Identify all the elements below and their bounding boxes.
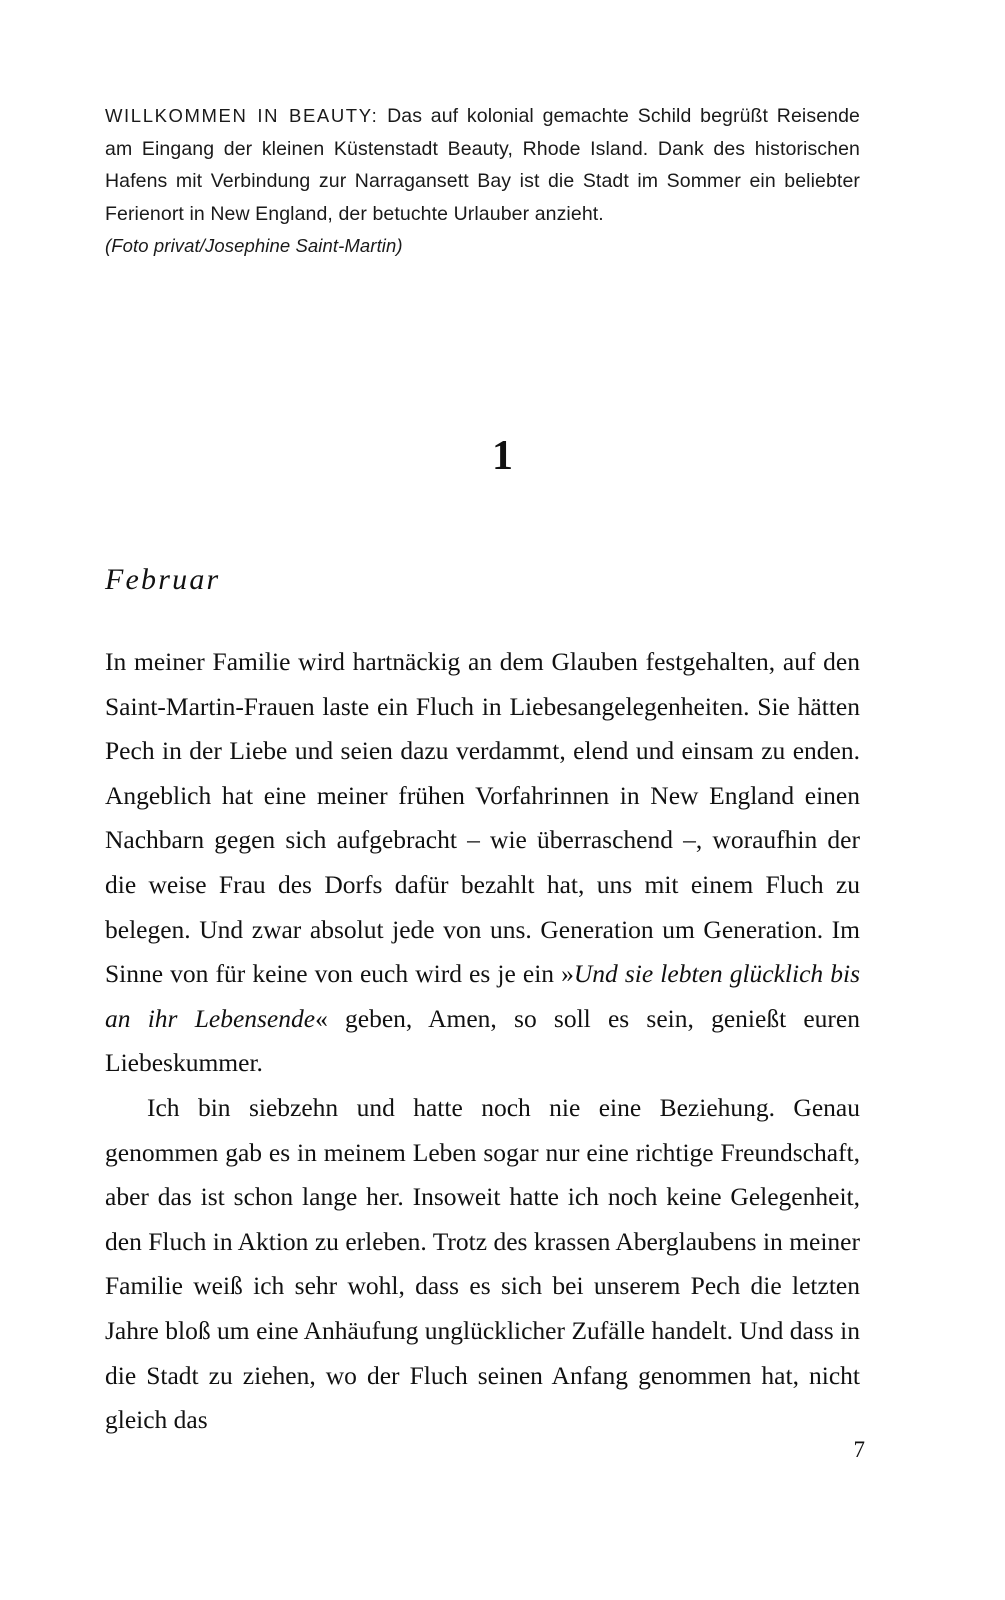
paragraph-one: [105, 640, 860, 1086]
body-text: [105, 640, 860, 1443]
paragraph-one-italic-phrase: Und sie lebten glücklich bis an ihr Lebensende: [105, 959, 861, 1033]
paragraph-one-part-one: In meiner Familie wird hartnäckig an dem Glauben festgehalten, auf den Saint-Martin-Frauen laste ein Fluch in Liebesangelegenheiten. Sie hätten Pech in der Liebe und seien dazu verdammt, elend und einsam zu enden. Angeblich hat eine meiner frühen Vorfahrinnen in New England einen Nachbarn gegen sich aufgebracht – wie überraschend –, woraufhin der die weise Frau des Dorfs dafür bezahlt hat, uns mit einem Fluch zu belegen. Und zwar absolut jede von uns. Generation um Generation. Im Sinne von für keine von euch wird es je ein »: [105, 647, 860, 989]
page-number: 7: [853, 1437, 865, 1462]
paragraph-one-part-two: « geben, Amen, so soll es sein, genießt euren Liebeskummer.: [105, 1003, 860, 1078]
caption-credit: (Foto privat/Josephine Saint-Martin): [105, 235, 403, 256]
chapter-month-heading: Februar: [105, 563, 221, 596]
photo-caption: [105, 100, 860, 263]
chapter-number: 1: [492, 433, 513, 479]
caption-text: Das auf kolonial gemachte Schild begrüßt Reisende am Eingang der kleinen Küstenstadt Beauty, Rhode Island. Dank des historischen Hafens mit Verbindung zur Narragansett Bay ist die Stadt im Sommer ein beliebter Ferienort in New England, der betuchte Urlauber anzieht.: [105, 105, 860, 225]
paragraph-two: Ich bin siebzehn und hatte noch nie eine Beziehung. Genau genommen gab es in meinem Leben sogar nur eine richtige Freundschaft, aber das ist schon lange her. Insoweit hatte ich noch keine Gelegenheit, den Fluch in Aktion zu erleben. Trotz des krassen Aberglaubens in meiner Familie weiß ich sehr wohl, dass es sich bei unserem Pech die letzten Jahre bloß um eine Anhäufung unglücklicher Zufälle handelt. Und dass in die Stadt zu ziehen, wo der Fluch seinen Anfang genommen hat, nicht gleich das: [105, 1092, 860, 1435]
caption-lead: WILLKOMMEN IN BEAUTY:: [105, 105, 379, 126]
